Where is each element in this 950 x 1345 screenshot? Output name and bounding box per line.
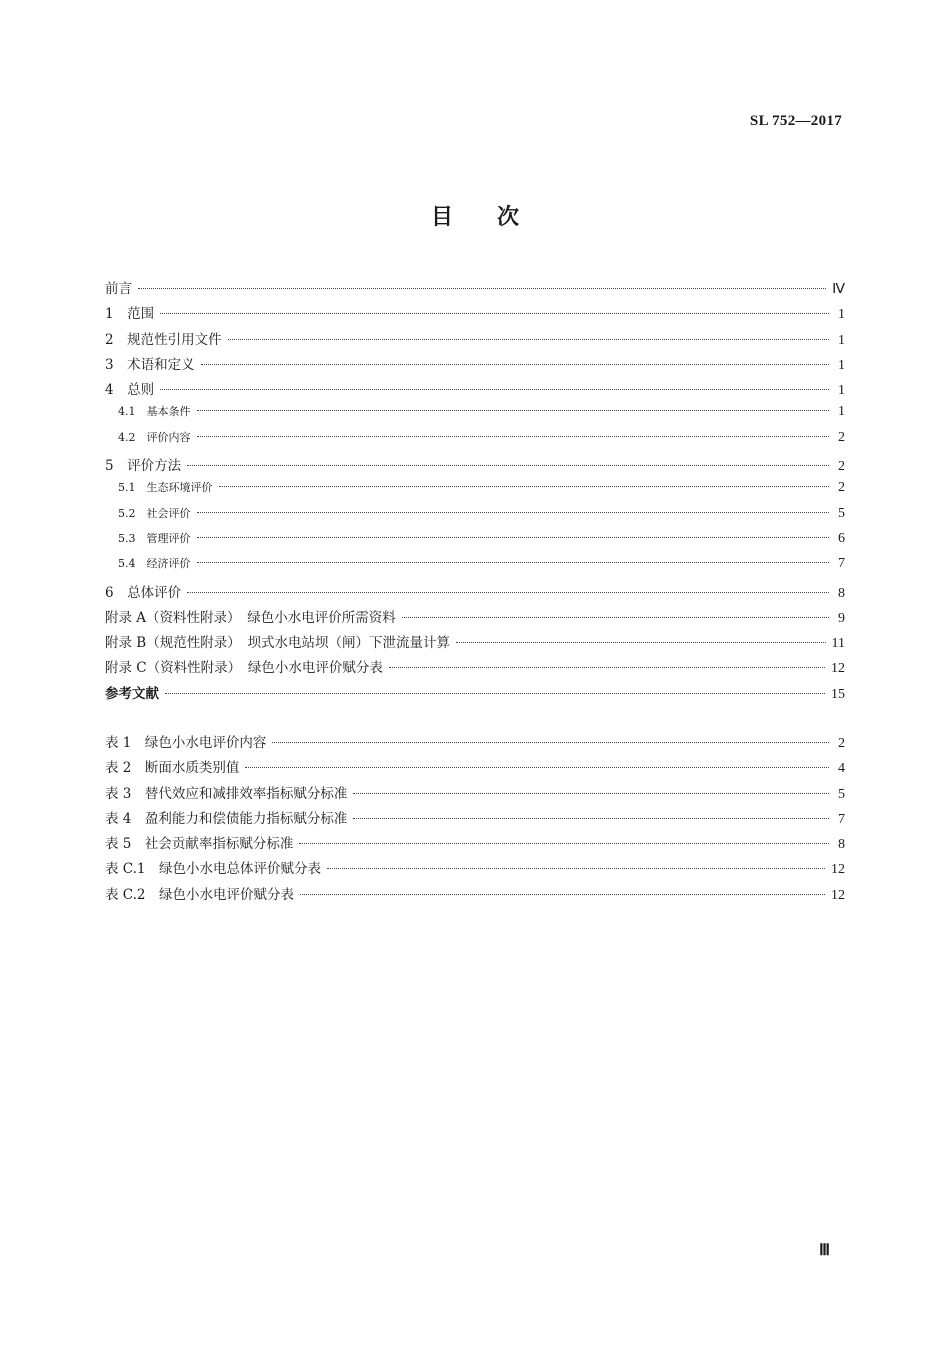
toc-entry-label: 5.2 社会评价 bbox=[118, 506, 191, 520]
toc-entry-page: 9 bbox=[838, 610, 845, 626]
dot-leader bbox=[160, 313, 829, 314]
dot-leader bbox=[272, 742, 829, 743]
dot-leader bbox=[187, 592, 829, 593]
dot-leader bbox=[160, 389, 829, 390]
toc-entry-label: 6 总体评价 bbox=[105, 584, 182, 601]
toc-entry-page: 1 bbox=[838, 357, 845, 373]
table-entry[interactable] bbox=[105, 883, 845, 908]
toc-entry-label: 5.1 生态环境评价 bbox=[118, 481, 213, 495]
dot-leader bbox=[327, 868, 825, 869]
dot-leader bbox=[300, 894, 825, 895]
toc-entry-page: 12 bbox=[831, 661, 845, 677]
toc-entry[interactable] bbox=[105, 328, 845, 353]
dot-leader bbox=[353, 818, 829, 819]
table-entry-page: 8 bbox=[838, 837, 845, 853]
dot-leader bbox=[197, 436, 830, 437]
table-entry-label: 表 4 盈利能力和偿债能力指标赋分标准 bbox=[105, 810, 348, 827]
toc-entry-page: 1 bbox=[838, 404, 845, 420]
dot-leader bbox=[245, 767, 829, 768]
toc-entry[interactable] bbox=[105, 454, 845, 479]
toc-entry-page: 15 bbox=[831, 686, 845, 702]
table-entry-page: 12 bbox=[831, 887, 845, 903]
dot-leader bbox=[138, 288, 826, 289]
toc-entry[interactable] bbox=[105, 581, 845, 606]
toc-entry[interactable] bbox=[105, 606, 845, 631]
table-entry-label: 表 C.2 绿色小水电评价赋分表 bbox=[105, 886, 295, 903]
dot-leader bbox=[165, 693, 825, 694]
table-entry-label: 表 1 绿色小水电评价内容 bbox=[105, 735, 267, 751]
table-entry-label: 表 5 社会贡献率指标赋分标准 bbox=[105, 836, 294, 853]
table-entry-page: 4 bbox=[838, 761, 845, 777]
dot-leader bbox=[389, 667, 825, 668]
toc-entry[interactable] bbox=[105, 555, 845, 580]
toc-entry[interactable] bbox=[105, 505, 845, 530]
table-entry-page: 2 bbox=[838, 736, 845, 751]
toc-entry-label: 5 评价方法 bbox=[105, 458, 182, 475]
toc-entry-page: 2 bbox=[838, 429, 845, 445]
toc-entry-page: 6 bbox=[838, 530, 845, 546]
table-entry-label: 表 3 替代效应和减排效率指标赋分标准 bbox=[105, 785, 348, 802]
table-entry[interactable] bbox=[105, 782, 845, 807]
table-entry-page: 5 bbox=[838, 786, 845, 802]
table-entry[interactable] bbox=[105, 807, 845, 832]
table-entry-label: 表 2 断面水质类别值 bbox=[105, 760, 240, 777]
page-number: Ⅲ bbox=[818, 1242, 830, 1259]
toc-entry-page: 7 bbox=[838, 556, 845, 572]
table-list bbox=[105, 731, 845, 908]
dot-leader bbox=[456, 642, 826, 643]
toc-entry-label: 2 规范性引用文件 bbox=[105, 331, 222, 348]
toc-entry[interactable] bbox=[105, 302, 845, 327]
toc-entry[interactable] bbox=[105, 429, 845, 454]
toc-entry-label: 附录 A（资料性附录） 绿色小水电评价所需资料 bbox=[105, 609, 396, 626]
toc-entry[interactable] bbox=[105, 353, 845, 378]
toc-entry-page: 8 bbox=[838, 585, 845, 601]
toc-entry[interactable] bbox=[105, 682, 845, 707]
table-entry-page: 12 bbox=[831, 862, 845, 878]
toc-list bbox=[105, 277, 845, 707]
dot-leader bbox=[197, 512, 830, 513]
toc-entry-page: 2 bbox=[838, 480, 845, 496]
toc-entry-page: 1 bbox=[838, 307, 845, 323]
toc-entry-page: 1 bbox=[838, 332, 845, 348]
toc-entry-page: 2 bbox=[838, 459, 845, 475]
toc-entry[interactable] bbox=[105, 403, 845, 428]
standard-code: SL 752—2017 bbox=[749, 113, 842, 129]
table-entry[interactable] bbox=[105, 731, 845, 756]
table-entry-page: 7 bbox=[838, 811, 845, 827]
toc-entry-page: Ⅳ bbox=[832, 282, 845, 297]
title-char-1: 目 bbox=[430, 204, 453, 230]
table-entry[interactable] bbox=[105, 857, 845, 882]
toc-entry-label: 4.1 基本条件 bbox=[118, 405, 191, 419]
toc-entry-label: 4 总则 bbox=[105, 382, 155, 399]
dot-leader bbox=[353, 793, 829, 794]
dot-leader bbox=[299, 843, 829, 844]
toc-entry-label: 附录 B（规范性附录） 坝式水电站坝（闸）下泄流量计算 bbox=[105, 635, 450, 652]
toc-entry-label: 3 术语和定义 bbox=[105, 356, 195, 373]
table-entry-label: 表 C.1 绿色小水电总体评价赋分表 bbox=[105, 861, 322, 878]
toc-entry[interactable] bbox=[105, 656, 845, 681]
toc-entry[interactable] bbox=[105, 631, 845, 656]
table-entry[interactable] bbox=[105, 832, 845, 857]
table-entry[interactable] bbox=[105, 756, 845, 781]
toc-entry-label: 前言 bbox=[105, 281, 132, 297]
toc-entry[interactable] bbox=[105, 277, 845, 302]
title-char-2: 次 bbox=[497, 204, 520, 230]
toc-entry[interactable] bbox=[105, 479, 845, 504]
toc-entry[interactable] bbox=[105, 378, 845, 403]
dot-leader bbox=[201, 364, 829, 365]
toc-entry-label: 1 范围 bbox=[105, 306, 155, 323]
toc-entry-page: 5 bbox=[838, 505, 845, 521]
toc-entry-label: 参考文献 bbox=[105, 685, 159, 702]
dot-leader bbox=[197, 562, 830, 563]
toc-entry[interactable] bbox=[105, 530, 845, 555]
toc-entry-label: 5.4 经济评价 bbox=[118, 557, 191, 571]
toc-entry-page: 11 bbox=[831, 636, 845, 652]
dot-leader bbox=[228, 339, 829, 340]
dot-leader bbox=[219, 486, 830, 487]
page-title bbox=[0, 200, 950, 231]
dot-leader bbox=[187, 465, 829, 466]
dot-leader bbox=[197, 410, 830, 411]
dot-leader bbox=[402, 617, 829, 618]
toc-entry-page: 1 bbox=[838, 383, 845, 399]
toc-entry-label: 5.3 管理评价 bbox=[118, 531, 191, 545]
toc-entry-label: 附录 C（资料性附录） 绿色小水电评价赋分表 bbox=[105, 660, 383, 677]
toc-entry-label: 4.2 评价内容 bbox=[118, 430, 191, 444]
dot-leader bbox=[197, 537, 830, 538]
